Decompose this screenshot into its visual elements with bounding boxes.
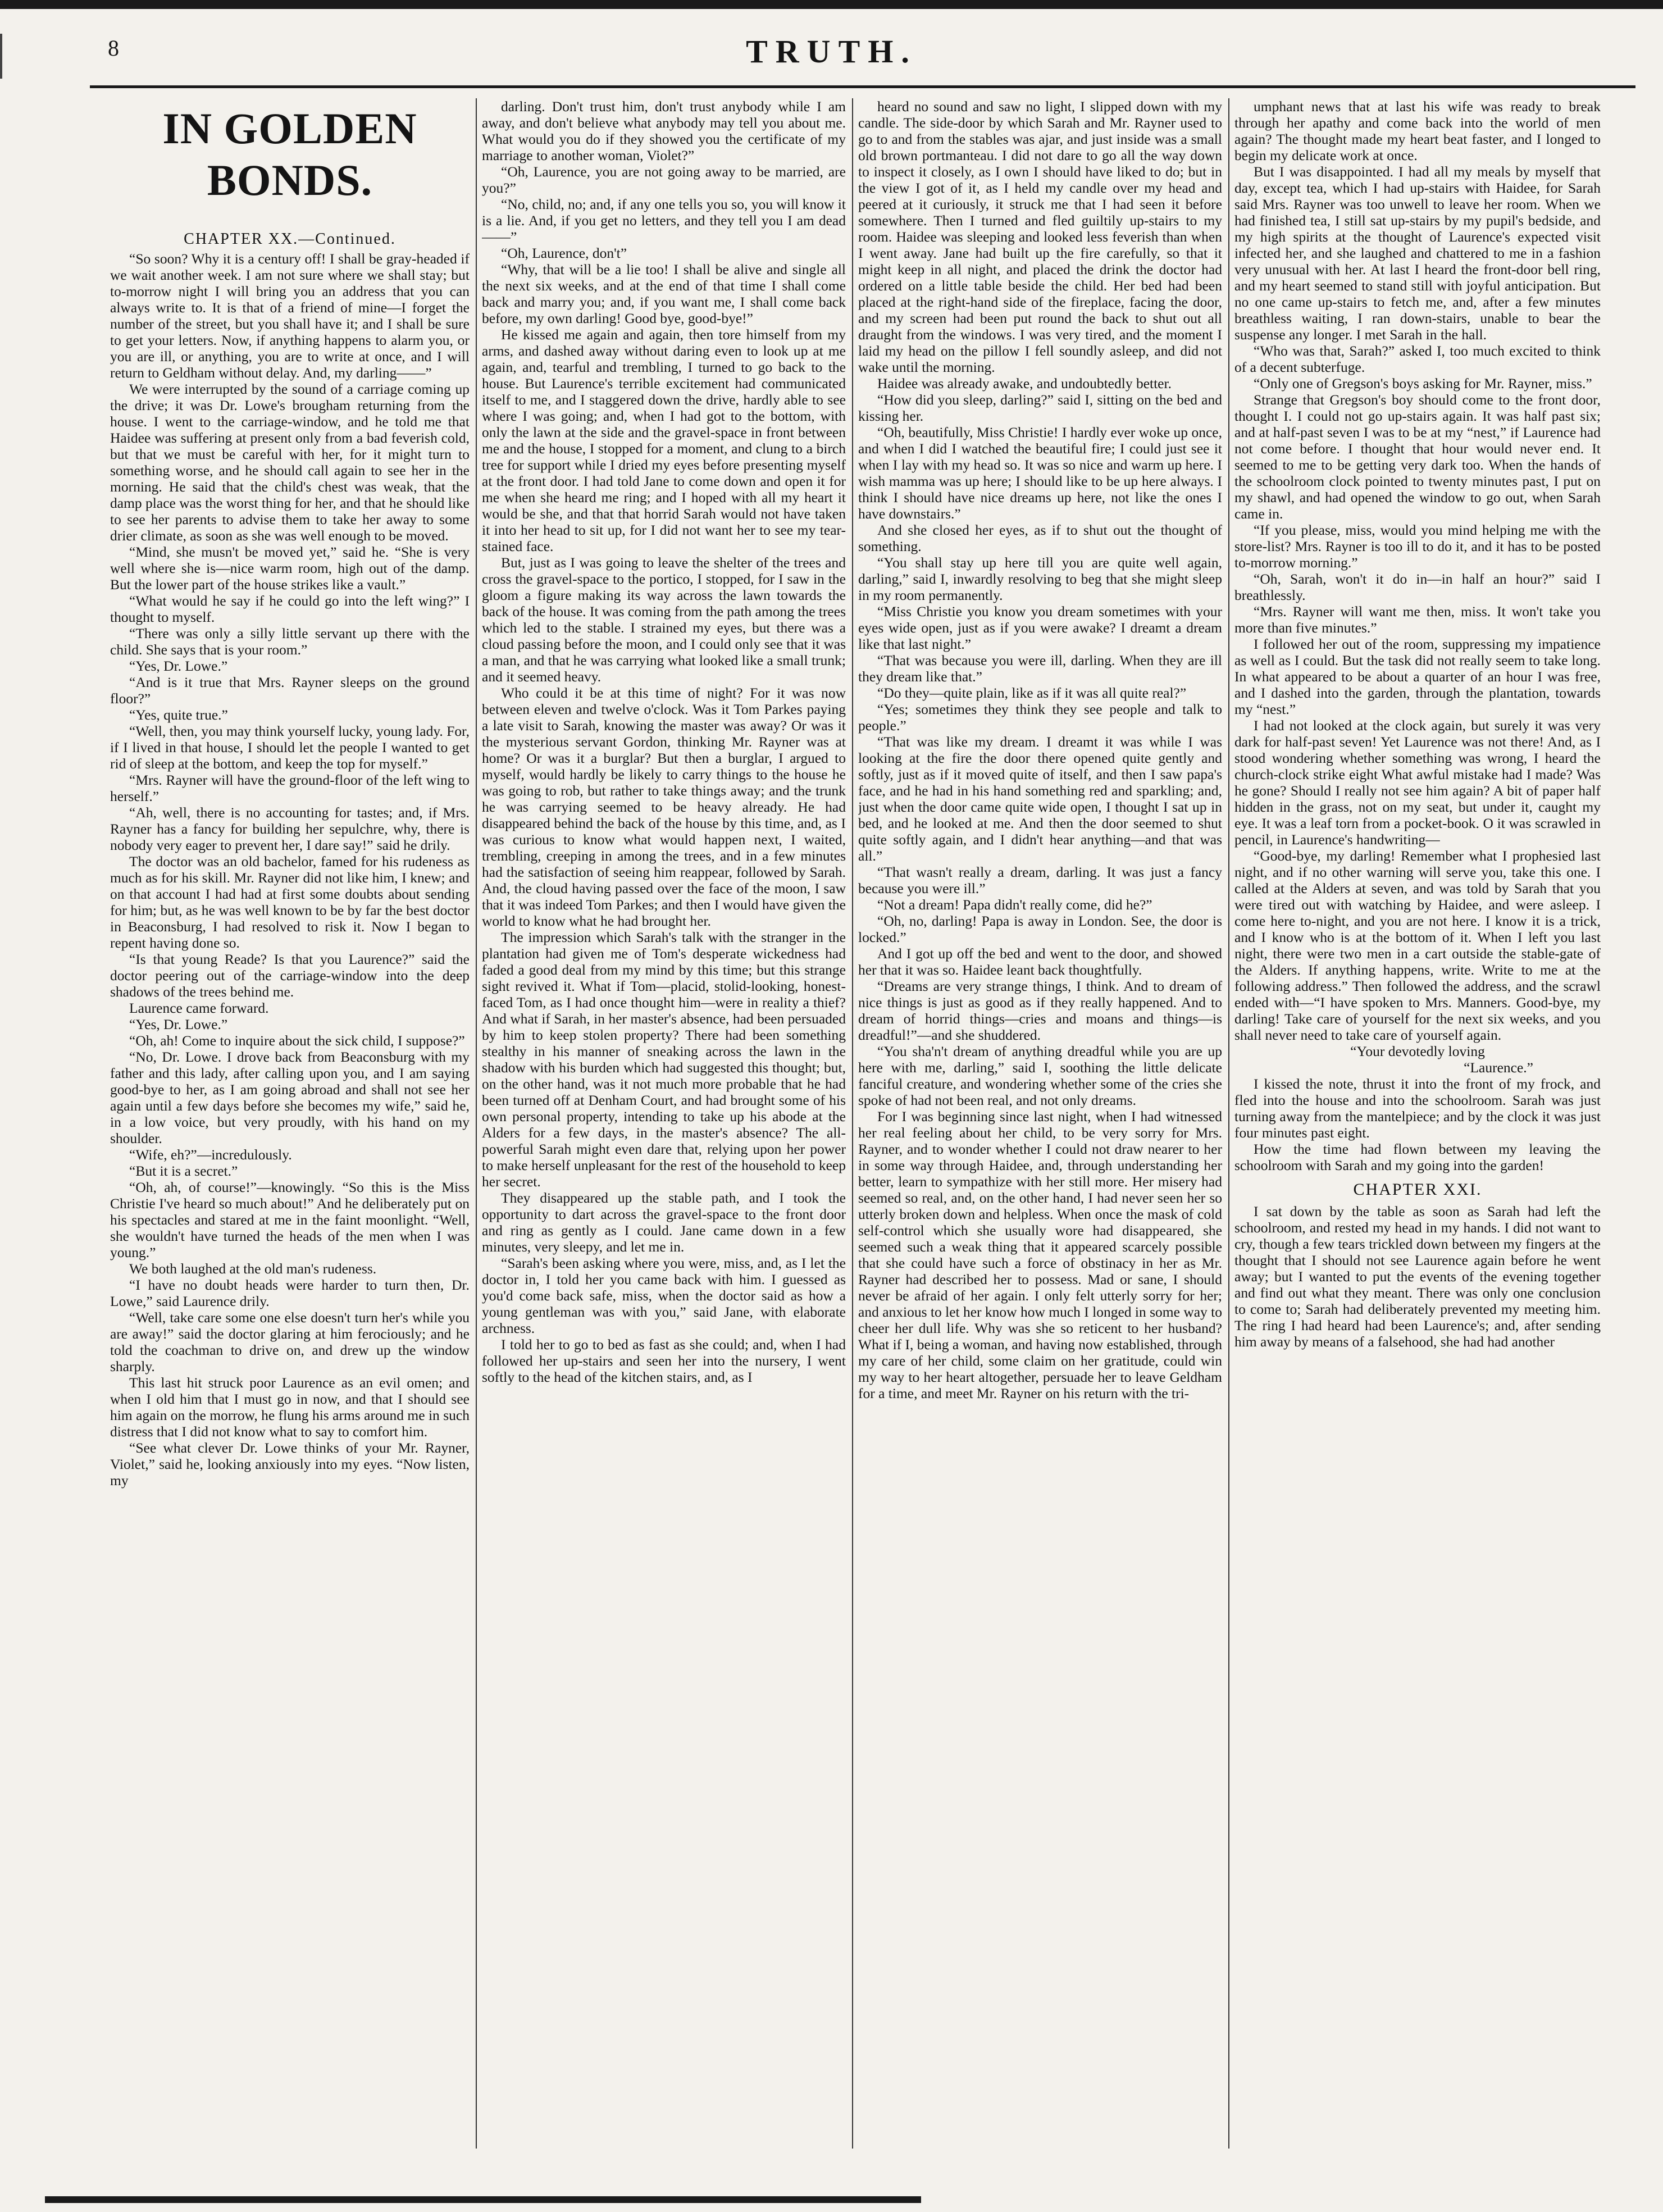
paragraph: “Oh, ah, of course!”—knowingly. “So this is the Miss Christie I've heard so much about!” And he deliberately put on his spectacles and stared at me in the faint moonlight. “Well, she wouldn't have turned the heads of the men when I was young.” xyxy=(110,1179,470,1260)
paragraph: “Yes, Dr. Lowe.” xyxy=(129,658,228,674)
paragraph: “No, Dr. Lowe. I drove back from Beaconsburg with my father and this lady, after calling upon you, and I am saying good-bye to her, as I am going abroad and shall not see her again until a few days before she becomes my wife,” said he, in a low voice, but very proudly, with his hand on my shoulder. xyxy=(110,1049,470,1146)
column-4 xyxy=(1234,98,1601,2146)
paragraph: For I was beginning since last night, when I had witnessed her real feeling about her child, to be very sorry for Mrs. Rayner, and to wonder whether I could not draw nearer to her in some way through Haidee, and, through understanding her better, learn to sympathize with her still more. Her misery had seemed so real, and, on the other hand, I had never seen her so utterly broken down and helpless. When once the mask of cold self-control which she usually wore had disappeared, she seemed such a weak thing that it appeared scarcely possible that she could have such a force of obstinacy in her as Mr. Rayner had described her to possess. Mad or sane, I should never be afraid of her again. I only felt utterly sorry for her; and anxious to let her know how much I longed in some way to cheer her dull life. Why was she so reticent to her husband? What if I, being a woman, and having now established, through my care of her child, some claim on her gratitude, could win my way to her heart altogether, persuade her to leave Geldham for a time, and meet Mr. Rayner on his return with the tri- xyxy=(858,1108,1222,1401)
paragraph: “So soon? Why it is a century off! I shall be gray-headed if we wait another week. I am not sure where we shall stay; but to-morrow night I will bring you an address that you can always write to. It is that of a friend of mine—I forget the number of the street, but you shall have it; and I shall be sure to get your letters. Now, if anything happens to alarm you, or you are ill, or anything, you are to write at once, and I will return to Geldham without delay. And, my darling——” xyxy=(110,251,470,381)
top-border-rule xyxy=(0,0,1663,9)
paragraph: “Oh, no, darling! Papa is away in London. See, the door is locked.” xyxy=(858,913,1222,945)
paragraph: “That wasn't really a dream, darling. It was just a fancy because you were ill.” xyxy=(858,864,1222,896)
paragraph: “Oh, Laurence, don't” xyxy=(501,245,627,261)
paragraph: “Why, that will be a lie too! I shall be alive and single all the next six weeks, and at the end of that time I shall come back and marry you; and, if you want me, I shall come back before, my own darling! Good bye, good-bye!” xyxy=(482,261,846,326)
column-divider xyxy=(476,98,477,2149)
bottom-border-rule xyxy=(45,2196,921,2203)
paragraph: “Is that young Reade? Is that you Laurence?” said the doctor peering out of the carriage-window into the deep shadows of the trees behind me. xyxy=(110,951,470,1000)
paragraph: umphant news that at last his wife was ready to break through her apathy and come back into the world of men again? The thought made my heart beat faster, and I longed to begin my delicate work at once. xyxy=(1234,98,1601,163)
letter-signature: “Laurence.” xyxy=(1464,1059,1533,1076)
paragraph: “How did you sleep, darling?” said I, sitting on the bed and kissing her. xyxy=(858,392,1222,424)
paragraph: Strange that Gregson's boy should come to the front door, thought I. I could not go up-stairs again. It was half past six; and at half-past seven I was to be at my “nest,” if Laurence had not come before. I thought that hour would never end. It seemed to me to be getting very dark too. When the hands of the schoolroom clock pointed to twenty minutes past, I put on my shawl, and had opened the window to go out, when Sarah came in. xyxy=(1234,392,1601,522)
column-1-body xyxy=(110,251,470,1489)
column-4-chapter-21 xyxy=(1234,1203,1601,1350)
paragraph: “Dreams are very strange things, I think. And to dream of nice things is just as good as if they really happened. And to dream of horrid things—cries and moans and things—is dreadful!”—and she shuddered. xyxy=(858,978,1222,1043)
paragraph: “And is it true that Mrs. Rayner sleeps on the ground floor?” xyxy=(110,674,470,707)
paragraph: We were interrupted by the sound of a carriage coming up the drive; it was Dr. Lowe's brougham returning from the house. I went to the carriage-window, and he told me that Haidee was suffering at present only from a bad feverish cold, but that we must be careful with her, for it might turn to something worse, and he should call again to see her in the morning. He said that the child's chest was weak, that the damp place was the worst thing for her, and that he should like to see her parents to advise them to take her away to some drier climate, as soon as she was well enough to be moved. xyxy=(110,381,470,544)
paragraph: “Mind, she musn't be moved yet,” said he. “She is very well where she is—nice warm room, high out of the damp. But the lower part of the house strikes like a vault.” xyxy=(110,544,470,593)
paragraph: Who could it be at this time of night? For it was now between eleven and twelve o'clock. Was it Tom Parkes paying a late visit to Sarah, knowing the master was away? Or was it the mysterious servant Gordon, thinking Mr. Rayner was at home? Or was it a burglar? But then a burglar, I argued to myself, would hardly be likely to carry things to the house he was going to rob, but rather to take things away; and the trunk he was carrying seemed to be heavy already. He had disappeared behind the back of the house by this time, and, as I was curious to know what would happen next, I waited, trembling, creeping in among the trees, and in a few minutes had the satisfaction of seeing him reappear, followed by Sarah. And, the cloud having passed over the face of the moon, I saw that it was indeed Tom Parkes; and then I would have given the world to know what he had brought her. xyxy=(482,685,846,929)
paragraph: This last hit struck poor Laurence as an evil omen; and when I old him that I must go in now, and that I should see him again on the morrow, he flung his arms around me in such distress that I did not know what to say to comfort him. xyxy=(110,1374,470,1440)
column-1 xyxy=(110,98,470,2146)
column-3 xyxy=(858,98,1222,2146)
paragraph: “Good-bye, my darling! Remember what I prophesied last night, and if no other warning will serve you, take this one. I called at the Alders at seven, and was told by Sarah that you were tired out with watching by Haidee, and were asleep. I come here to-night, and you are not here. I know it is a trick, and I know who is at the bottom of it. When I left you last night, there were two men in a cart outside the stable-gate of the Alders. If anything happens, write. Write to me at the following address.” Then followed the address, and the scrawl ended with—“I have spoken to Mrs. Manners. Good-bye, my darling! Take care of yourself for the next six weeks, and you shall never need to take care of yourself again. xyxy=(1234,848,1601,1043)
column-divider xyxy=(852,98,853,2149)
paragraph: “That was like my dream. I dreamt it was while I was looking at the fire the door there opened quite gently and softly, just as if it moved quite of itself, and then I saw papa's face, and he had in his hand something red and sparkling; and, just when the door came quite wide open, I thought I sat up in bed, and he looked at me. And then the door seemed to shut quite softly again, and I didn't hear anything—and that was all.” xyxy=(858,734,1222,864)
paragraph: “Well, then, you may think yourself lucky, young lady. For, if I lived in that house, I should let the people I wanted to get rid of sleep at the bottom, and keep the top for myself.” xyxy=(110,723,470,772)
letter-signoff: “Your devotedly loving xyxy=(1350,1043,1485,1059)
paragraph: The doctor was an old bachelor, famed for his rudeness as much as for his skill. Mr. Rayner did not like him, I knew; and on that account I had had at first some doubts about sending for him; but, as he was well known to be by far the best doctor in Beaconsburg, I had resolved to risk it. Now I began to repent having done so. xyxy=(110,853,470,951)
paragraph: “That was because you were ill, darling. When they are ill they dream like that.” xyxy=(858,652,1222,685)
paragraph: I told her to go to bed as fast as she could; and, when I had followed her up-stairs and seen her into the nursery, I went softly to the head of the kitchen stairs, and, as I xyxy=(482,1336,846,1385)
paragraph: The impression which Sarah's talk with the stranger in the plantation had given me of Tom's desperate wickedness had faded a good deal from my mind by this time; but this strange sight revived it. What if Tom—placid, stolid-looking, honest-faced Tom, as I had once thought him—were in reality a thief? And what if Sarah, in her master's absence, had been persuaded by him to keep stolen property? There had been something stealthy in his manner of sneaking across the lawn in the shadow with his burden which had suggested this thought; but, on the other hand, was it not much more probable that he had been turned off at Denham Court, and had brought some of his own personal property, intending to take up his abode at the Alders for a few days, in the master's absence? The all-powerful Sarah might even dare that, relying upon her power to make herself unpleasant for the rest of the household to keep her secret. xyxy=(482,929,846,1190)
chapter-heading-continued: CHAPTER XX.—Continued. xyxy=(184,230,396,248)
paragraph: “Ah, well, there is no accounting for tastes; and, if Mrs. Rayner has a fancy for building her sepulchre, why, there is nobody very eager to prevent her, I dare say!” said he drily. xyxy=(110,804,470,853)
paragraph: “Oh, Sarah, won't it do in—in half an hour?” said I breathlessly. xyxy=(1234,571,1601,603)
paragraph: “Sarah's been asking where you were, miss, and, as I let the doctor in, I told her you came back with him. I guessed as you'd come back safe, miss, when the doctor said as how a young gentleman was with you,” said Jane, with elaborate archness. xyxy=(482,1255,846,1336)
paragraph: “Mrs. Rayner will have the ground-floor of the left wing to herself.” xyxy=(110,772,470,804)
column-3-body xyxy=(858,98,1222,1401)
story-title: IN GOLDEN BONDS. xyxy=(162,104,417,204)
paragraph: “You sha'n't dream of anything dreadful while you are up here with me, darling,” said I, soothing the little delicate fanciful creature, and wondering whether some of the cries she spoke of had not been real, and not only dreams. xyxy=(858,1043,1222,1108)
paragraph: “See what clever Dr. Lowe thinks of your Mr. Rayner, Violet,” said he, looking anxiously into my eyes. “Now listen, my xyxy=(110,1440,470,1489)
paragraph: “Oh, Laurence, you are not going away to be married, are you?” xyxy=(482,163,846,196)
paragraph: “I have no doubt heads were harder to turn then, Dr. Lowe,” said Laurence drily. xyxy=(110,1277,470,1309)
chapter-heading-next: CHAPTER XXI. xyxy=(1353,1180,1482,1199)
paragraph: “There was only a silly little servant up there with the child. She says that is your room.” xyxy=(110,625,470,658)
paragraph: Haidee was already awake, and undoubtedly better. xyxy=(877,375,1172,392)
column-2 xyxy=(482,98,846,2146)
paragraph: heard no sound and saw no light, I slipped down with my candle. The side-door by which Sarah and Mr. Rayner used to go to and from the stables was ajar, and just inside was a small old brown portmanteau. I did not dare to go all the way down to inspect it closely, as I own I should have liked to do; but in the view I got of it, as I held my candle over my head and peered at it curiously, it struck me that I had seen it before somewhere. Then I turned and fled guiltily up-stairs to my room. Haidee was sleeping and looked less feverish than when I went away. Jane had built up the fire carefully, so that it might keep in all night, and placed the drink the doctor had ordered on a little table beside the child. Her bed had been placed at the right-hand side of the fireplace, facing the door, and my screen had been put round the back to shut out all draught from the windows. I was very tired, and the moment I laid my head on the pillow I fell soundly asleep, and did not wake until the morning. xyxy=(858,98,1222,375)
paragraph: “Who was that, Sarah?” asked I, too much excited to think of a decent subterfuge. xyxy=(1234,343,1601,375)
paragraph: “Oh, ah! Come to inquire about the sick child, I suppose?” xyxy=(129,1032,465,1049)
paragraph: “You shall stay up here till you are quite well again, darling,” said I, inwardly resolving to beg that she might sleep in my room permanently. xyxy=(858,554,1222,603)
paragraph: And she closed her eyes, as if to shut out the thought of something. xyxy=(858,522,1222,554)
paragraph: “Wife, eh?”—incredulously. xyxy=(129,1146,292,1163)
paragraph: “Mrs. Rayner will want me then, miss. It won't take you more than five minutes.” xyxy=(1234,603,1601,636)
column-divider xyxy=(1228,98,1229,2149)
paragraph: “Only one of Gregson's boys asking for Mr. Rayner, miss.” xyxy=(1254,375,1592,392)
paragraph: darling. Don't trust him, don't trust anybody while I am away, and don't believe what anybody may tell you about me. What would you do if they showed you the certificate of my marriage to another woman, Violet?” xyxy=(482,98,846,163)
masthead: TRUTH. xyxy=(746,33,917,70)
paragraph: “Yes, quite true.” xyxy=(129,707,228,723)
paragraph: “Oh, beautifully, Miss Christie! I hardly ever woke up once, and when I did I watched the beautiful fire; I could just see it when I lay with my head so. It was so nice and warm up here. I wish mamma was up here; I should like to be up here always. I think I should have nice dreams up here, not like the ones I have downstairs.” xyxy=(858,424,1222,522)
page-number: 8 xyxy=(108,35,119,61)
paragraph: But, just as I was going to leave the shelter of the trees and cross the gravel-space to the portico, I stopped, for I saw in the gloom a figure making its way across the lawn towards the back of the house. It was coming from the path among the trees which led to the stable. I strained my eyes, but there was a cloud passing before the moon, and I could only see that it was a man, and that he was carrying what looked like a small trunk; and it seemed heavy. xyxy=(482,554,846,685)
paragraph: Laurence came forward. xyxy=(129,1000,269,1016)
paragraph: “Well, take care some one else doesn't turn her's while you are away!” said the doctor glaring at him ferociously; and he told the coachman to drive on, and drew up the window sharply. xyxy=(110,1309,470,1374)
paragraph: “But it is a secret.” xyxy=(129,1163,238,1179)
paragraph: “If you please, miss, would you mind helping me with the store-list? Mrs. Rayner is too ill to do it, and it has to be posted to-morrow morning.” xyxy=(1234,522,1601,571)
paragraph: But I was disappointed. I had all my meals by myself that day, except tea, which I had up-stairs with Haidee, for Sarah said Mrs. Rayner was too unwell to leave her room. When we had finished tea, I still sat up-stairs by my pupil's bedside, and my high spirits at the thought of Laurence's expected visit infected her, and she laughed and chattered to me in a fashion very unusual with her. At last I heard the front-door bell ring, and my heart seemed to stand still with joyful anticipation. But no one came up-stairs to fetch me, and, after a few minutes breathless waiting, I ran down-stairs, unable to bear the suspense any longer. I met Sarah in the hall. xyxy=(1234,163,1601,343)
paragraph: And I got up off the bed and went to the door, and showed her that it was so. Haidee leant back thoughtfully. xyxy=(858,945,1222,978)
column-4-body xyxy=(1234,98,1601,1043)
column-4-after-letter xyxy=(1234,1076,1601,1173)
paragraph: “Yes, Dr. Lowe.” xyxy=(129,1016,228,1032)
paragraph: How the time had flown between my leaving the schoolroom with Sarah and my going into the garden! xyxy=(1234,1141,1601,1173)
column-2-body xyxy=(482,98,846,1385)
paragraph: I had not looked at the clock again, but surely it was very dark for half-past seven! Yet Laurence was not there! And, as I stood wondering whether something was wrong, I heard the church-clock strike eight What awful mistake had I made? Was he gone? Should I really not see him again? A bit of paper half hidden in the grass, not on my seat, but under it, caught my eye. It was a leaf torn from a pocket-book. O it was scrawled in pencil, in Laurence's handwriting— xyxy=(1234,717,1601,848)
paragraph: “Do they—quite plain, like as if it was all quite real?” xyxy=(877,685,1187,701)
paragraph: “Not a dream! Papa didn't really come, did he?” xyxy=(877,896,1152,913)
paragraph: “Miss Christie you know you dream sometimes with your eyes wide open, just as if you were awake? I dreamt a dream like that last night.” xyxy=(858,603,1222,652)
paragraph: They disappeared up the stable path, and I took the opportunity to dart across the gravel-space to the front door and ring as gently as I could. Jane came down in a few minutes, very sleepy, and let me in. xyxy=(482,1190,846,1255)
paragraph: “Yes; sometimes they think they see people and talk to people.” xyxy=(858,701,1222,734)
paragraph: “No, child, no; and, if any one tells you so, you will know it is a lie. And, if you get no letters, and they tell you I am dead——” xyxy=(482,196,846,245)
paragraph: “What would he say if he could go into the left wing?” I thought to myself. xyxy=(110,593,470,625)
paragraph: I sat down by the table as soon as Sarah had left the schoolroom, and rested my head in my hands. I did not want to cry, though a few tears trickled down between my fingers at the thought that I should not see Laurence again before he went away; but I wanted to put the events of the evening together and find out what they meant. There was only one conclusion to come to; Sarah had deliberately prevented my meeting him. The ring I had heard had been Laurence's; and, after sending him away by means of a falsehood, she had had another xyxy=(1234,1203,1601,1350)
paragraph: We both laughed at the old man's rudeness. xyxy=(129,1260,377,1277)
header-rule xyxy=(90,85,1635,88)
paragraph: He kissed me again and again, then tore himself from my arms, and dashed away without daring even to look up at me again, and, tearful and trembling, I turned to go back to the house. But Laurence's terrible excitement had communicated itself to me, and I staggered down the drive, hardly able to see where I was going; and, when I had got to the bottom, with only the lawn at the side and the gravel-space in front between me and the house, I stopped for a moment, and clung to a birch tree for support while I dried my eyes before presenting myself at the front door. I had told Jane to come down and open it for me when she heard me ring; and I hoped with all my heart it would be she, and that that horrid Sarah would not have taken it into her head to sit up, for I did not want her to see my tear-stained face. xyxy=(482,326,846,554)
paragraph: I kissed the note, thrust it into the front of my frock, and fled into the house and into the schoolroom. Sarah was just turning away from the mantelpiece; and by the clock it was just four minutes past eight. xyxy=(1234,1076,1601,1141)
paragraph: I followed her out of the room, suppressing my impatience as well as I could. But the task did not really seem to take long. In what appeared to be about a quarter of an hour I was free, and I dashed into the garden, through the plantation, towards my “nest.” xyxy=(1234,636,1601,717)
